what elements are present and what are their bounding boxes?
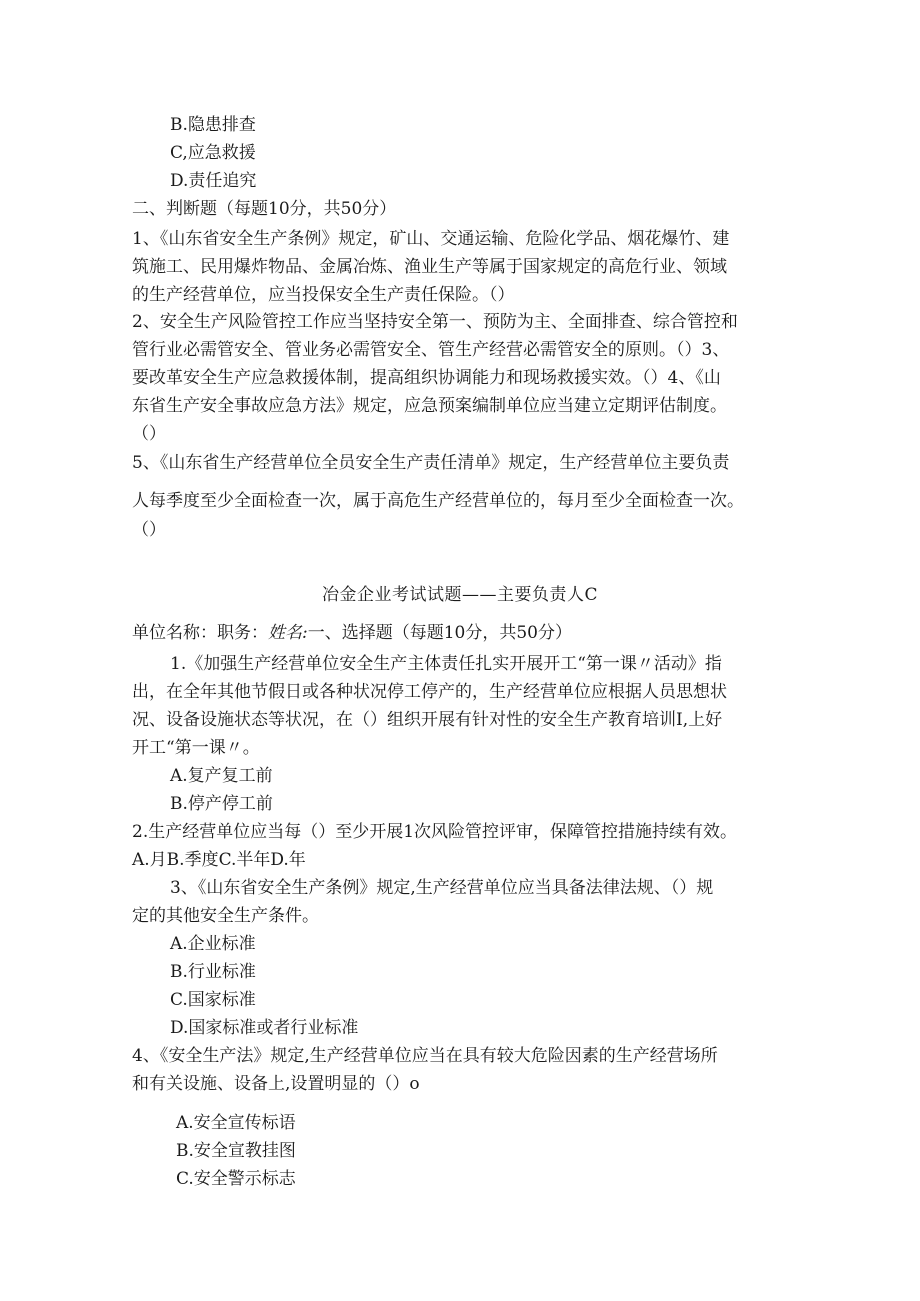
q3-option-d: D.国家标准或者行业标准 <box>170 1018 359 1038</box>
q3-option-a: A.企业标准 <box>170 934 256 954</box>
judgement-line: （） <box>132 520 166 540</box>
judgement-heading: 二、判断题（每题10分，共50分） <box>132 199 397 219</box>
q4-option-c: C.安全警示标志 <box>176 1169 296 1189</box>
q1-option-a: A.复产复工前 <box>170 766 273 786</box>
q4-line: 和有关设施、设备上,设置明显的（）o <box>132 1074 420 1094</box>
q1-line: 开工“第一课〃。 <box>132 738 260 758</box>
q3-line: 定的其他安全生产条件。 <box>132 906 319 926</box>
q2-line: 2.生产经营单位应当每（）至少开展1次风险管控评审，保障管控措施持续有效。 <box>132 822 738 842</box>
q2-options: A.月B.季度C.半年D.年 <box>132 850 306 870</box>
name-label: 姓名: <box>268 623 308 643</box>
q3-line: 3、《山东省安全生产条例》规定,生产经营单位应当具备法律法规、（）规 <box>170 878 714 898</box>
judgement-line: 的生产经营单位，应当投保安全生产责任保险。（） <box>132 285 515 305</box>
q1-line: 况、设备设施状态等状况，在（）组织开展有针对性的安全生产教育培训I,上好 <box>132 710 723 730</box>
q4-option-a: A.安全宣传标语 <box>176 1113 296 1133</box>
judgement-line: 2、安全生产风险管控工作应当坚持安全第一、预防为主、全面排查、综合管控和 <box>132 312 738 332</box>
q1-option-b: B.停产停工前 <box>170 794 273 814</box>
exam-info-line <box>132 621 572 645</box>
option-d-accountability: D.责任追究 <box>170 171 257 191</box>
option-b-hazard: B.隐患排查 <box>170 115 256 135</box>
exam-title: 冶金企业考试试题——主要负责人C <box>321 585 598 605</box>
judgement-line: 东省生产安全事故应急方法》规定，应急预案编制单位应当建立定期评估制度。 <box>132 396 727 416</box>
q3-option-b: B.行业标准 <box>170 962 256 982</box>
option-c-rescue: C,应急救援 <box>170 143 256 163</box>
q4-option-b: B.安全宣教挂图 <box>176 1141 296 1161</box>
judgement-line: 筑施工、民用爆炸物品、金属冶炼、渔业生产等属于国家规定的高危行业、领域 <box>132 257 727 277</box>
judgement-line: （） <box>132 424 166 444</box>
judgement-line: 要改革安全生产应急救援体制，提高组织协调能力和现场救援实效。（）4、《山 <box>132 368 721 388</box>
unit-position-label: 单位名称：职务： <box>132 623 268 643</box>
q4-line: 4、《安全生产法》规定,生产经营单位应当在具有较大危险因素的生产经营场所 <box>132 1046 718 1066</box>
judgement-line: 人每季度至少全面检查一次，属于高危生产经营单位的，每月至少全面检查一次。 <box>132 491 744 511</box>
judgement-line: 管行业必需管安全、管业务必需管安全、管生产经营必需管安全的原则。（）3、 <box>132 340 730 360</box>
q1-line: 1.《加强生产经营单位安全生产主体责任扎实开展开工“第一课〃活动》指 <box>170 654 722 674</box>
choice-section-heading: 一、选择题（每题10分，共50分） <box>307 623 572 643</box>
judgement-line: 5、《山东省生产经营单位全员安全生产责任清单》规定，生产经营单位主要负责 <box>132 453 730 473</box>
judgement-line: 1、《山东省安全生产条例》规定，矿山、交通运输、危险化学品、烟花爆竹、建 <box>132 229 730 249</box>
q3-option-c: C.国家标准 <box>170 990 256 1010</box>
q1-line: 出，在全年其他节假日或各种状况停工停产的，生产经营单位应根据人员思想状 <box>132 682 727 702</box>
